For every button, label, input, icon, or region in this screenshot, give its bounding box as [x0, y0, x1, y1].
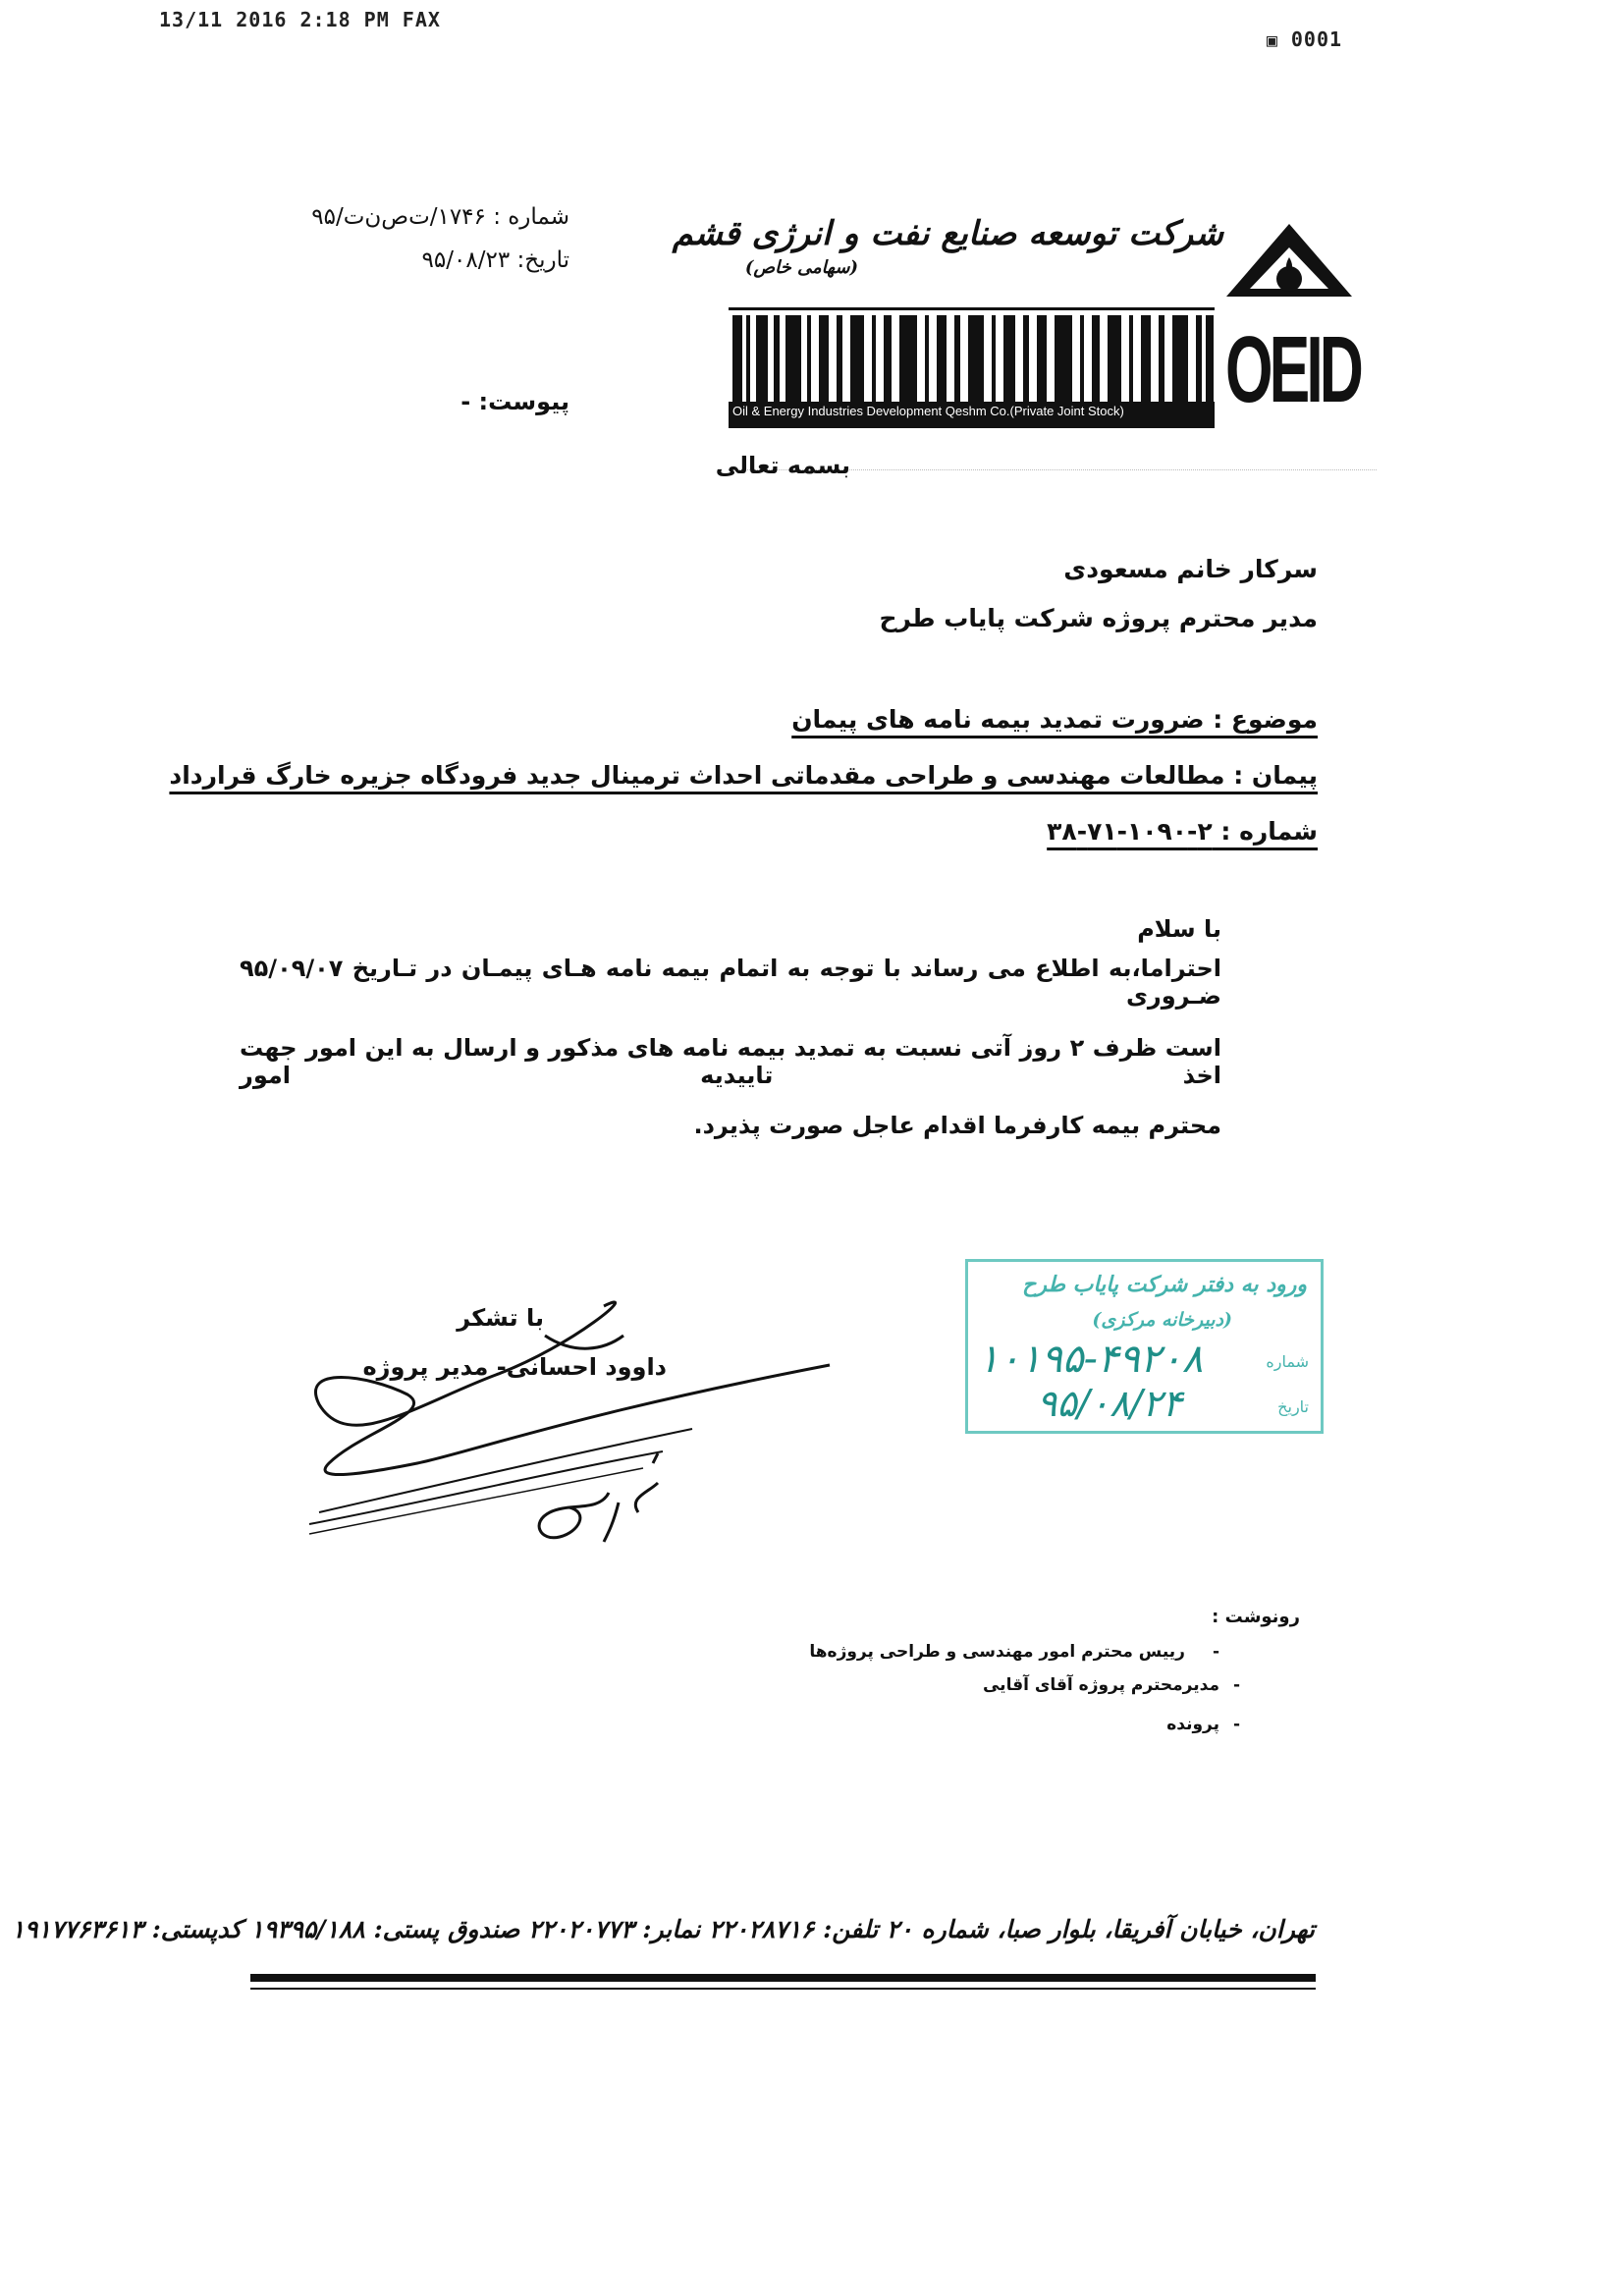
fax-icon: ▣: [1267, 30, 1278, 51]
company-name-fa: شرکت توسعه صنایع نفت و انرژی قشم: [672, 214, 1223, 253]
subject-line: موضوع : ضرورت تمدید بیمه نامه های پیمان: [791, 705, 1318, 734]
company-name-en: Oil & Energy Industries Development Qeshm Co.(Private Joint Stock): [732, 404, 1124, 418]
letter-date: تاریخ: ۹۵/۰۸/۲۳: [421, 247, 569, 273]
initials-scribble-icon: [511, 1444, 687, 1561]
stamp-subtitle: (دبیرخانه مرکزی): [1092, 1309, 1232, 1331]
cc-list: [809, 1642, 1219, 1675]
stamp-number-label: شماره: [1266, 1352, 1309, 1371]
company-type-fa: (سهامی خاص): [744, 257, 858, 278]
closing: با تشکر: [457, 1304, 544, 1332]
body-paragraph-3: محترم بیمه کارفرما اقدام عاجل صورت پذیرد.: [693, 1112, 1221, 1139]
stamp-title: ورود به دفتر شرکت پایاب طرح: [1022, 1272, 1307, 1297]
footer-rule-thick: [250, 1974, 1316, 1982]
cc-title: رونوشت :: [1212, 1607, 1300, 1627]
logo-wordmark: OEID: [1225, 317, 1360, 422]
handwritten-initials: [511, 1444, 687, 1561]
body-paragraph-2: است ظرف ۲ روز آتی نسبت به تمدید بیمه نامه های مذکور و ارسال به این امور جهت اخذ تاییدیه امور: [240, 1034, 1221, 1089]
contract-line: پیمان : مطالعات مهندسی و طراحی مقدماتی احداث ترمینال جدید فرودگاه جزیره خارگ قرارداد: [169, 761, 1318, 790]
contract-number: شماره : ۲-۱۰۹۰-۷۱-۳۸: [1047, 817, 1318, 846]
stamp-number: ۱۰۱۹۵-۴۹۲۰۸: [978, 1337, 1204, 1382]
recipient-title: مدیر محترم پروژه شرکت پایاب طرح: [879, 604, 1318, 632]
cc-item: -رییس محترم امور مهندسی و طراحی پروژه‌ها: [809, 1642, 1219, 1662]
cc-item: پرونده: [1166, 1715, 1219, 1734]
cc-item: مدیرمحترم پروژه آقای آقایی: [982, 1675, 1219, 1695]
recipient-name: سرکار خانم مسعودی: [1063, 555, 1318, 583]
receipt-stamp: [965, 1259, 1324, 1434]
invocation: بسمه تعالی: [715, 452, 850, 479]
footer-rule-thin: [250, 1988, 1316, 1990]
greeting: با سلام: [1137, 915, 1221, 943]
stamp-date-label: تاریخ: [1277, 1397, 1309, 1416]
letter-number: شماره : ۱۷۴۶/ت‌ص‌ن‌ت/۹۵: [311, 204, 569, 230]
fax-timestamp: 13/11 2016 2:18 PM FAX: [159, 8, 441, 31]
footer-address: تهران، خیابان آفریقا، بلوار صبا، شماره ۲۰ تلفن: ۲۲۰۲۸۷۱۶ نمابر: ۲۲۰۲۰۷۷۳ صندوق پستی: ۱۹۳۹۵/۱۸۸ کدپستی: ۱۹۱۷۷۶۳۶۱۳: [11, 1915, 1315, 1943]
cc-bullet: -: [1233, 1715, 1241, 1734]
cc-bullet: -: [1233, 1675, 1241, 1695]
letter-attachment: پیوست: -: [460, 388, 569, 415]
signer-name: داوود احسانی- مدیر پروژه: [362, 1353, 667, 1381]
fax-page-number: ▣ 0001: [1267, 27, 1343, 51]
stamp-date: ۹۵/۰۸/۲۴: [1037, 1382, 1183, 1425]
body-paragraph-1: احتراما،به اطلاع می رساند با توجه به اتمام بیمه نامه هـای پیمـان در تـاریخ ۹۵/۰۹/۰۷ ضـروری: [240, 955, 1221, 1010]
company-banner: [729, 307, 1215, 428]
